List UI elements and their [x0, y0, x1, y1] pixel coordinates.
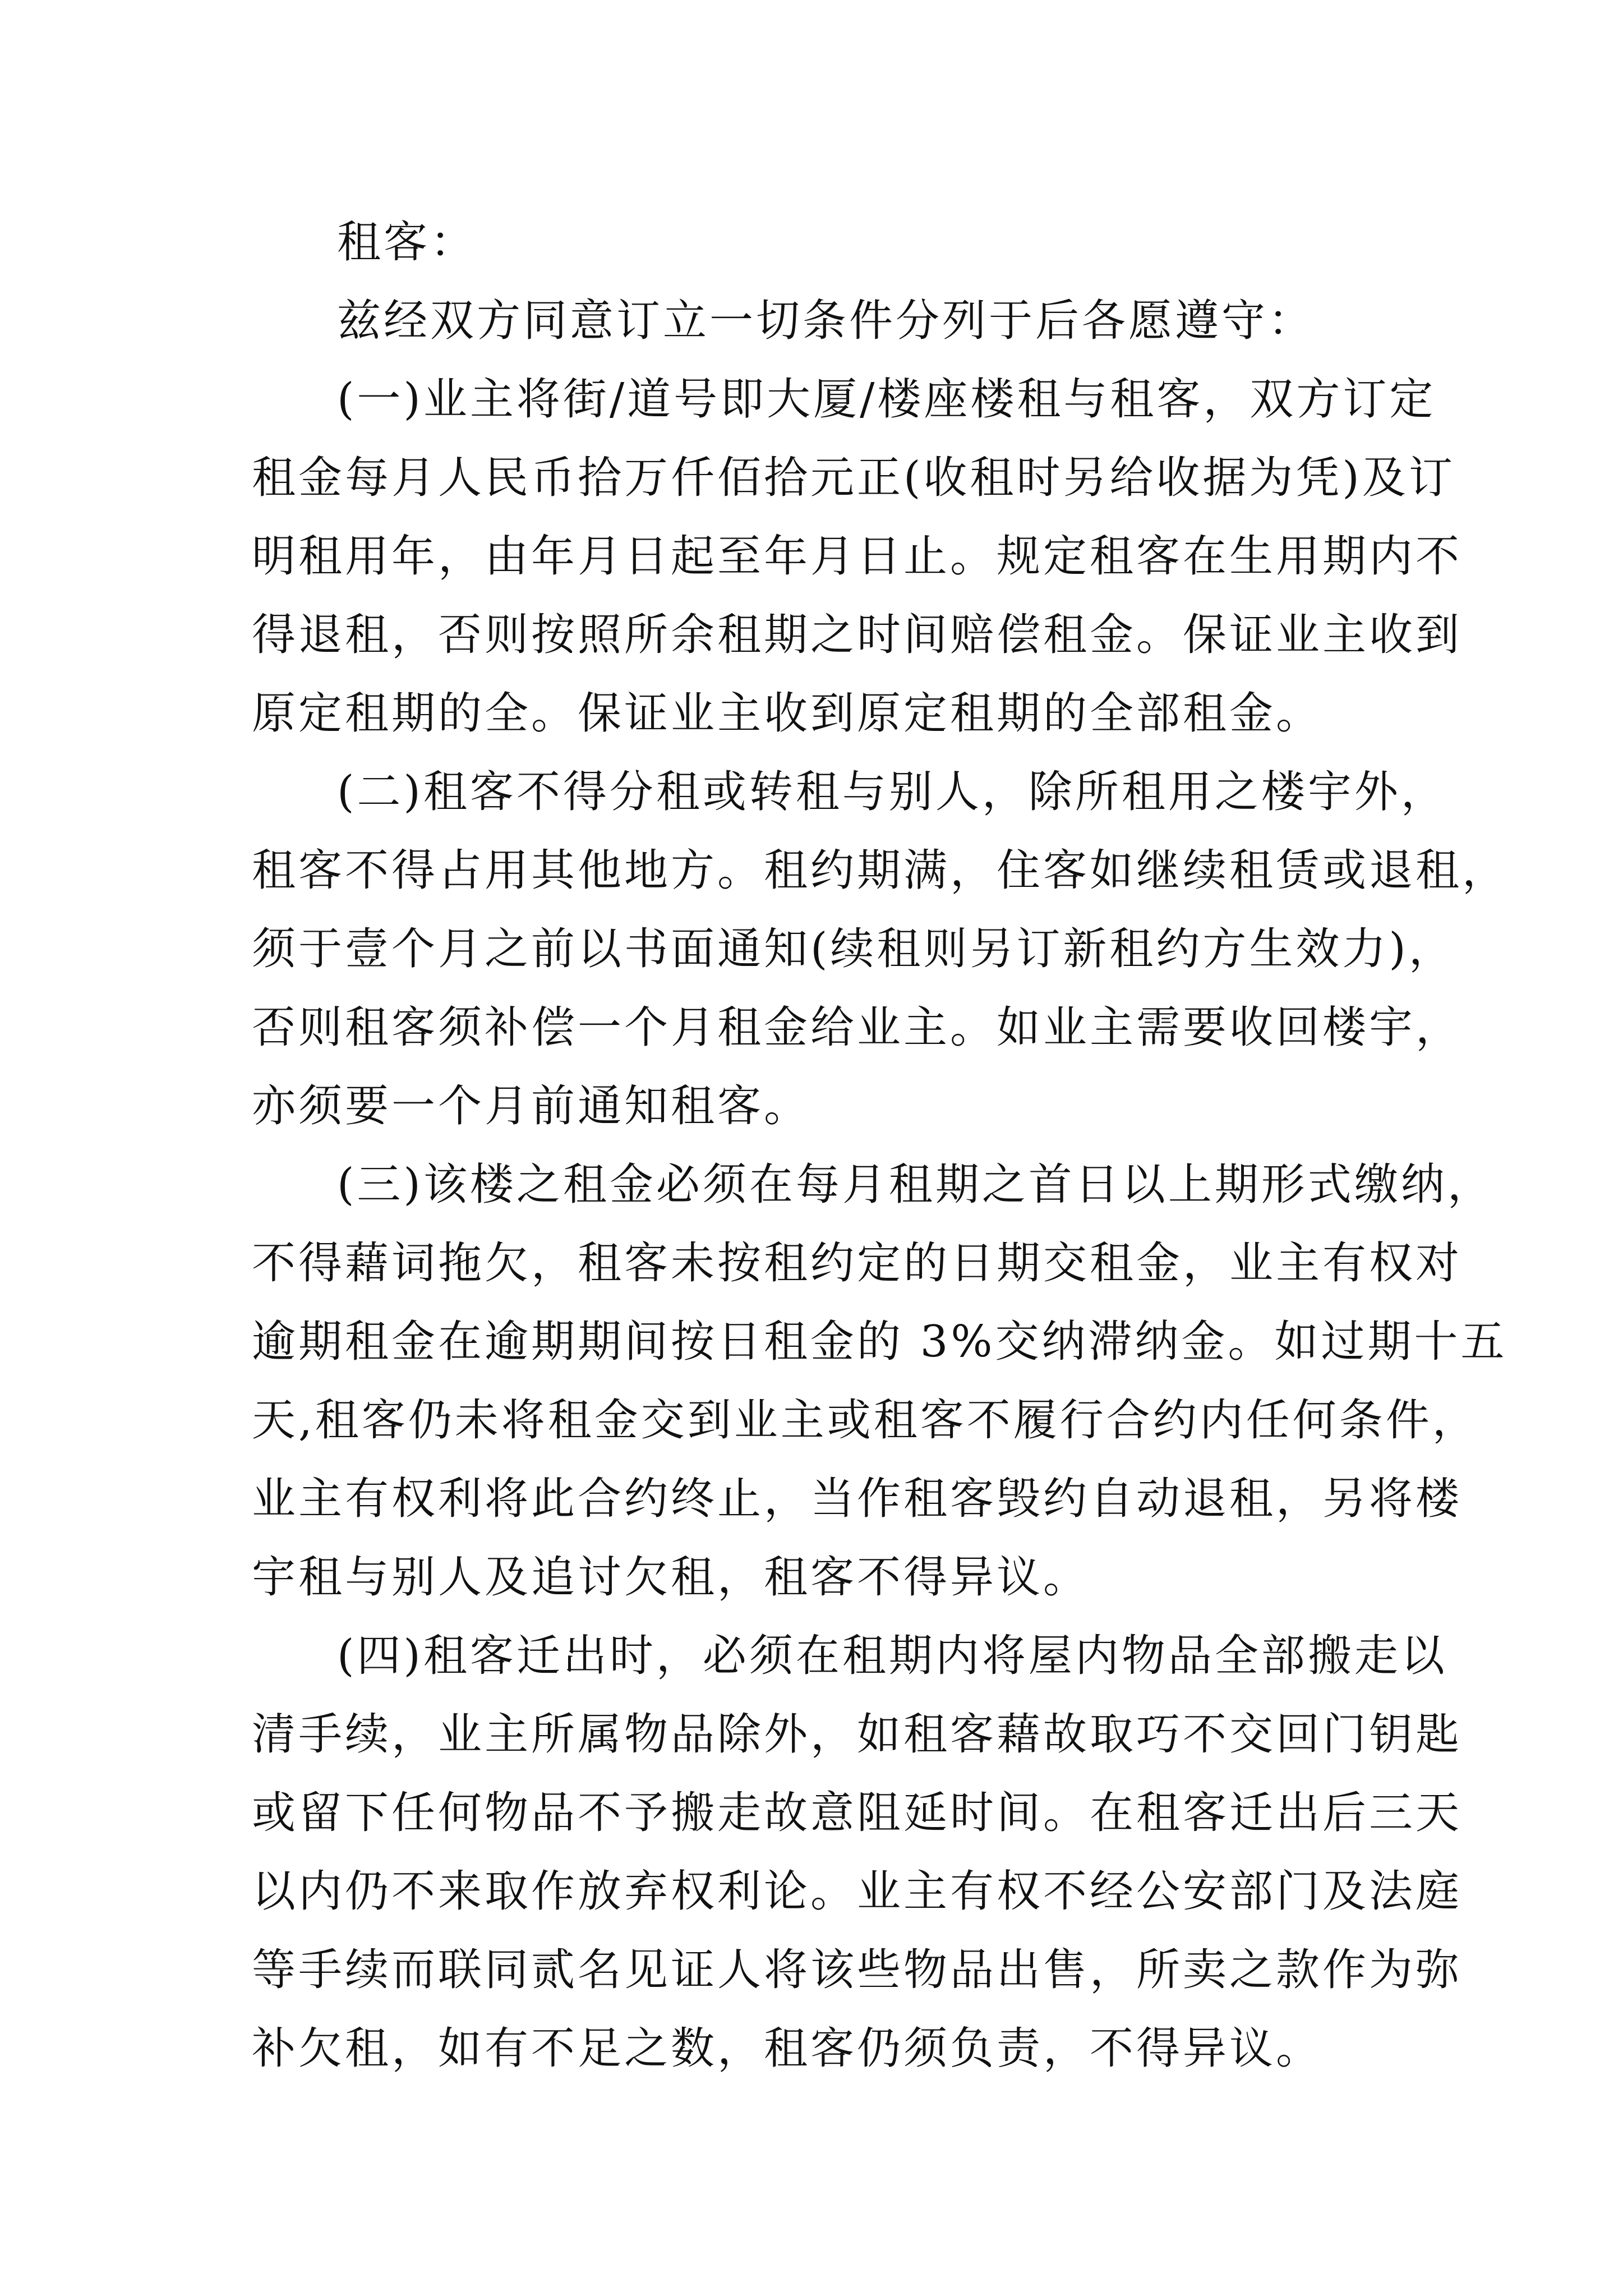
text-line: 租金每月人民币拾万仟佰拾元正(收租时另给收据为凭)及订 — [252, 453, 1455, 503]
text-line: 兹经双方同意订立一切条件分列于后各愿遵守： — [337, 296, 1315, 346]
text-line: 等手续而联同贰名见证人将该些物品出售，所卖之款作为弥 — [252, 1945, 1463, 1995]
text-line: 天,租客仍未将租金交到业主或租客不履行合约内任何条件， — [252, 1395, 1479, 1446]
text-line: 逾期租金在逾期期间按日租金的 3%交纳滞纳金。如过期十五 — [252, 1317, 1507, 1367]
text-line: 亦须要一个月前通知租客。 — [252, 1081, 811, 1131]
text-line: (二)租客不得分租或转租与别人，除所租用之楼宇外， — [337, 767, 1447, 817]
text-line: 须于壹个月之前以书面通知(续租则另订新租约方生效力)， — [252, 924, 1455, 974]
text-line: 原定租期的全。保证业主收到原定租期的全部租金。 — [252, 688, 1323, 739]
text-line: 业主有权利将此合约终止，当作租客毁约自动退租，另将楼 — [252, 1474, 1463, 1524]
text-line: 或留下任何物品不予搬走故意阻延时间。在租客迁出后三天 — [252, 1788, 1463, 1838]
text-line: 清手续，业主所属物品除外，如租客藉故取巧不交回门钥匙 — [252, 1709, 1463, 1760]
text-line: (四)租客迁出时，必须在租期内将屋内物品全部搬走以 — [337, 1631, 1447, 1681]
text-line: 明租用年，由年月日起至年月日止。规定租客在生用期内不 — [252, 531, 1463, 582]
text-line: 不得藉词拖欠，租客未按租约定的日期交租金，业主有权对 — [252, 1238, 1463, 1289]
text-line: 否则租客须补偿一个月租金给业主。如业主需要收回楼宇， — [252, 1002, 1463, 1053]
text-line: 补欠租，如有不足之数，租客仍须负责，不得异议。 — [252, 2023, 1323, 2074]
text-line: 租客： — [337, 217, 477, 268]
text-line: (三)该楼之租金必须在每月租期之首日以上期形式缴纳， — [337, 1159, 1494, 1210]
text-line: 租客不得占用其他地方。租约期满，住客如继续租赁或退租， — [252, 845, 1509, 896]
text-line: (一)业主将街/道号即大厦/楼座楼租与租客，双方订定 — [337, 374, 1436, 425]
text-line: 以内仍不来取作放弃权利论。业主有权不经公安部门及法庭 — [252, 1866, 1463, 1917]
text-line: 得退租，否则按照所余租期之时间赔偿租金。保证业主收到 — [252, 610, 1463, 660]
text-line: 宇租与别人及追讨欠租，租客不得异议。 — [252, 1552, 1090, 1603]
